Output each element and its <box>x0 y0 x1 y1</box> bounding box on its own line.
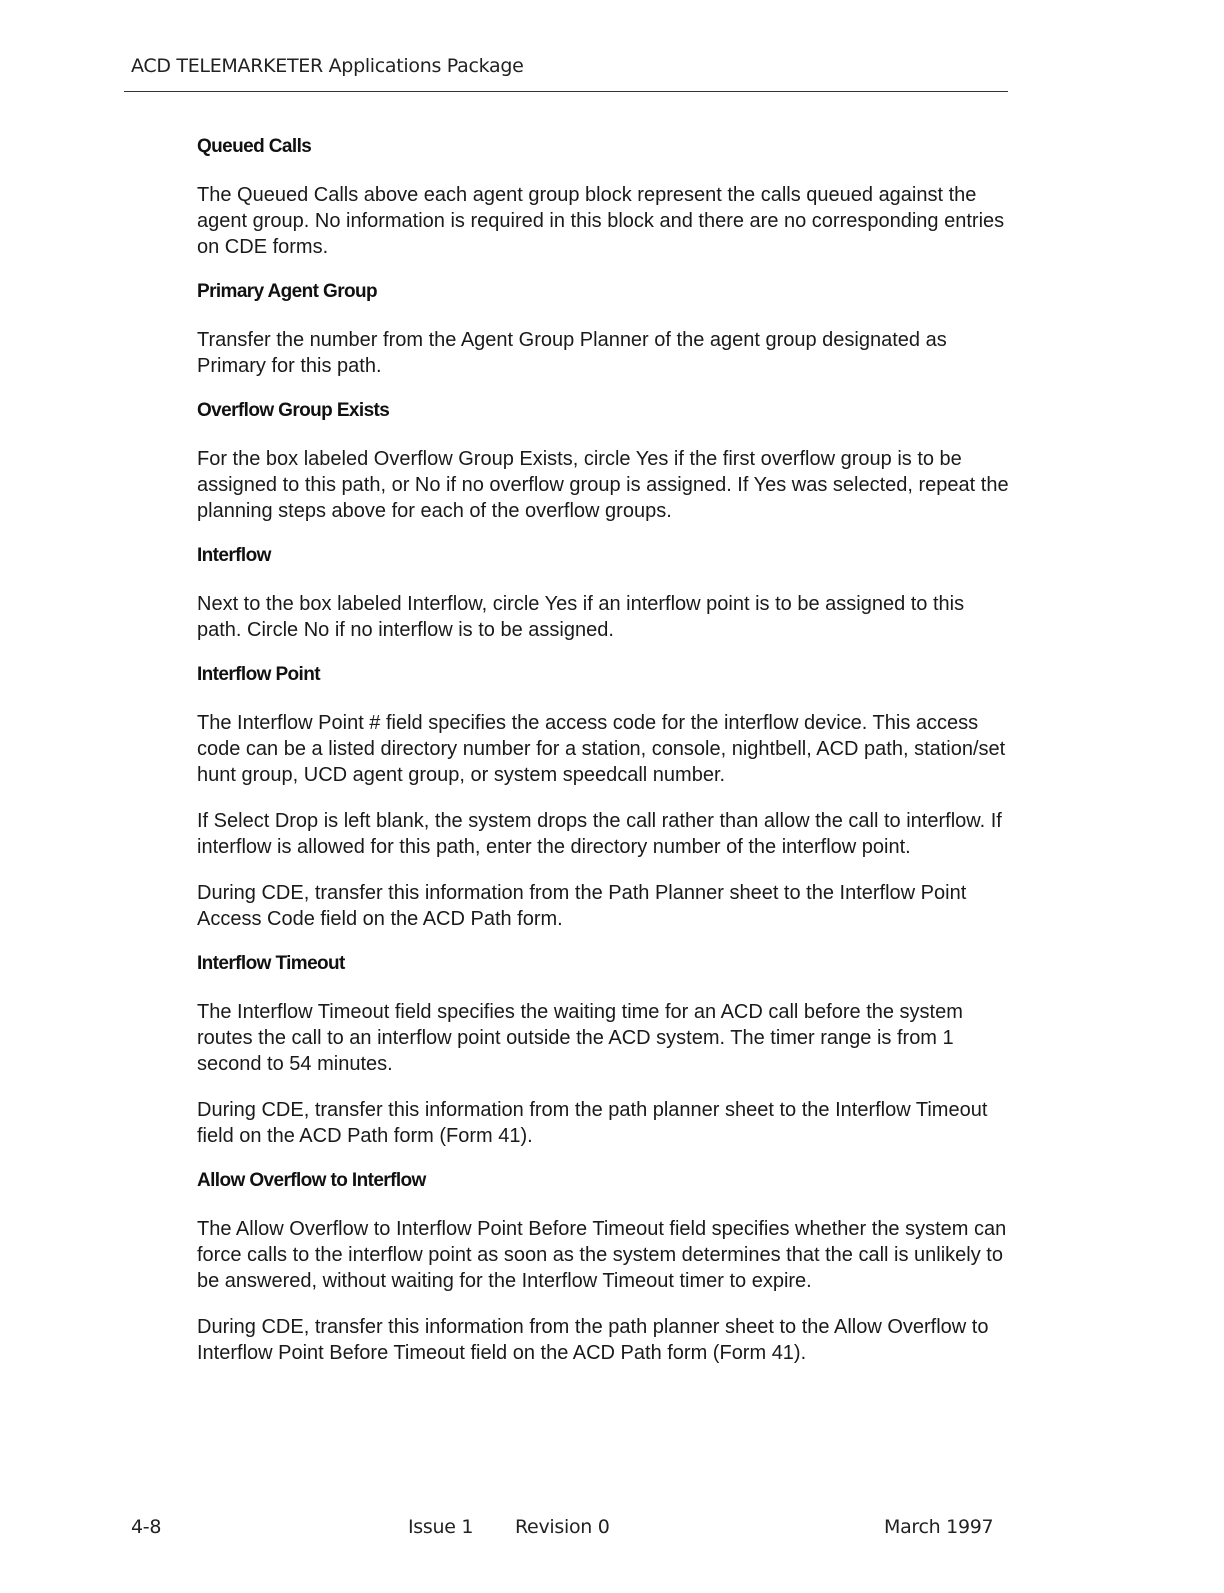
paragraph: During CDE, transfer this information from the path planner sheet to the Interflow Timeout field on the ACD Path form (Form 41). <box>197 1099 988 1147</box>
paragraph: The Allow Overflow to Interflow Point Before Timeout field specifies whether the system can force calls to the interflow point as soon as the system determines that the call is unlikely to be answered, without waiting for the Interflow Timeout timer to expire. <box>197 1218 1007 1292</box>
section-overflow-group-exists <box>197 399 1012 524</box>
section-interflow-timeout <box>197 952 1012 1149</box>
paragraph: During CDE, transfer this information from the path planner sheet to the Allow Overflow to Interflow Point Before Timeout field on the ACD Path form (Form 41). <box>197 1316 989 1364</box>
section-heading: Interflow Point <box>197 664 320 685</box>
running-header: ACD TELEMARKETER Applications Package <box>131 55 524 77</box>
footer-issue: Issue 1 <box>408 1516 474 1538</box>
section-heading: Primary Agent Group <box>197 281 378 302</box>
paragraph: Next to the box labeled Interflow, circle Yes if an interflow point is to be assigned to this path. Circle No if no interflow is to be assigned. <box>197 593 965 641</box>
paragraph: During CDE, transfer this information from the Path Planner sheet to the Interflow Point Access Code field on the ACD Path form. <box>197 882 967 930</box>
header-divider <box>124 91 1008 92</box>
paragraph: Transfer the number from the Agent Group Planner of the agent group designated as Primary for this path. <box>197 329 947 377</box>
section-heading: Queued Calls <box>197 136 312 157</box>
paragraph: For the box labeled Overflow Group Exists, circle Yes if the first overflow group is to be assigned to this path, or No if no overflow group is assigned. If Yes was selected, repeat the planning steps above for each of the overflow groups. <box>197 448 1009 522</box>
footer-revision: Revision 0 <box>515 1516 610 1538</box>
paragraph: If Select Drop is left blank, the system drops the call rather than allow the call to interflow. If interflow is allowed for this path, enter the directory number of the interflow point. <box>197 810 1002 858</box>
document-body <box>197 135 1012 1386</box>
section-heading: Allow Overflow to Interflow <box>197 1170 426 1191</box>
paragraph: The Interflow Timeout field specifies the waiting time for an ACD call before the system routes the call to an interflow point outside the ACD system. The timer range is from 1 second to 54 minutes. <box>197 1001 963 1075</box>
section-allow-overflow-to-interflow <box>197 1169 1012 1366</box>
section-heading: Overflow Group Exists <box>197 400 390 421</box>
section-heading: Interflow <box>197 545 271 566</box>
paragraph: The Queued Calls above each agent group block represent the calls queued against the agent group. No information is required in this block and there are no corresponding entries on CDE forms. <box>197 184 1005 258</box>
footer-date: March 1997 <box>884 1516 994 1538</box>
paragraph: The Interflow Point # field specifies the access code for the interflow device. This access code can be a listed directory number for a station, console, nightbell, ACD path, station/set hunt group, UCD agent group, or system speedcall number. <box>197 712 1006 786</box>
section-interflow <box>197 544 1012 643</box>
section-queued-calls <box>197 135 1012 260</box>
section-interflow-point <box>197 663 1012 932</box>
section-primary-agent-group <box>197 280 1012 379</box>
section-heading: Interflow Timeout <box>197 953 345 974</box>
footer-page-number: 4-8 <box>131 1516 162 1538</box>
